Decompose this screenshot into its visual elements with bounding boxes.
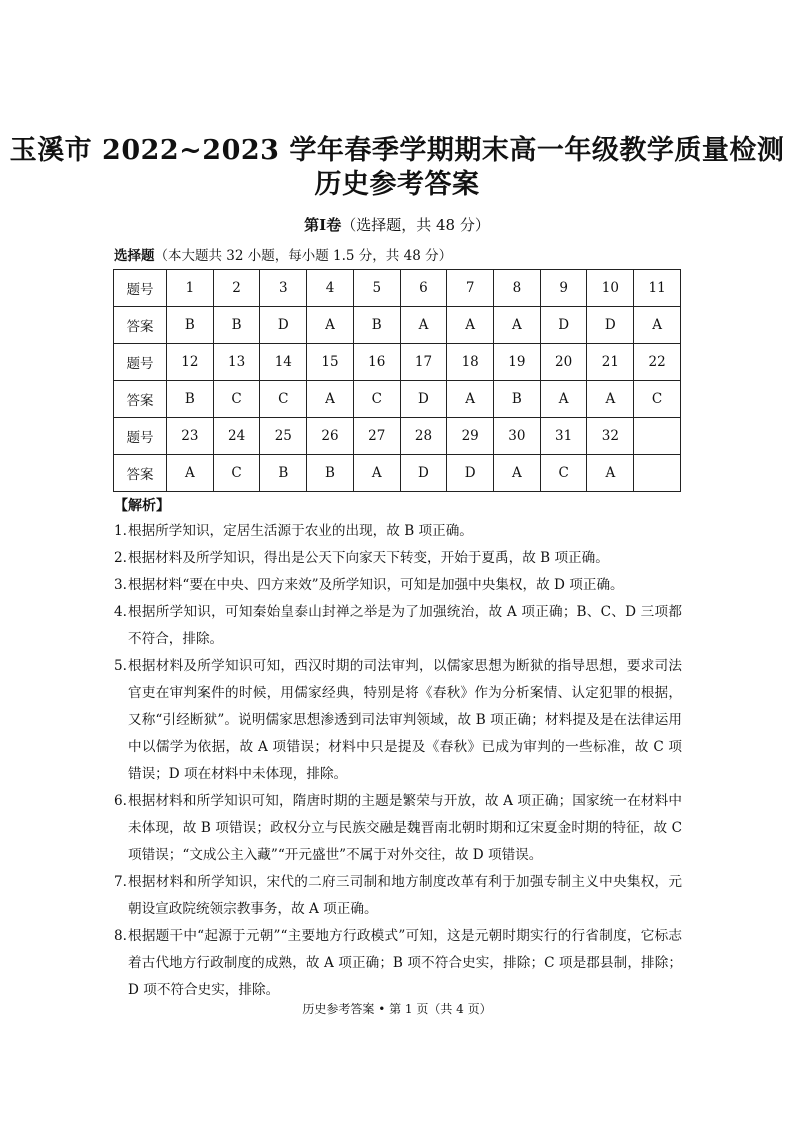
table-cell: C	[634, 381, 681, 418]
table-cell: C	[213, 381, 260, 418]
table-cell: 22	[634, 344, 681, 381]
table-cell: D	[447, 455, 494, 492]
row-label: 答案	[114, 455, 167, 492]
analysis-heading: 【解析】	[114, 498, 170, 514]
table-cell: A	[494, 455, 541, 492]
row-label: 题号	[114, 344, 167, 381]
table-cell: C	[540, 455, 587, 492]
item-text: 根据材料和所学知识，宋代的二府三司制和地方制度改革有利于加强专制主义中央集权，元朝设宣政院统领宗教事务，故 A 项正确。	[128, 874, 682, 917]
table-cell: A	[587, 381, 634, 418]
row-label: 答案	[114, 307, 167, 344]
table-cell: 17	[400, 344, 447, 381]
list-item	[114, 653, 682, 788]
analysis-list	[114, 518, 682, 1004]
volume-label: 第Ⅰ卷	[304, 216, 342, 234]
table-row	[114, 418, 681, 455]
table-cell: 13	[213, 344, 260, 381]
table-cell: C	[213, 455, 260, 492]
row-label: 答案	[114, 381, 167, 418]
table-cell: C	[353, 381, 400, 418]
item-number: 2.	[114, 550, 127, 566]
page-footer: 历史参考答案 • 第 1 页（共 4 页）	[302, 1002, 492, 1016]
table-cell: 9	[540, 270, 587, 307]
table-row	[114, 381, 681, 418]
table-cell: A	[447, 307, 494, 344]
table-cell: 19	[494, 344, 541, 381]
table-cell: 10	[587, 270, 634, 307]
table-cell: D	[400, 455, 447, 492]
table-cell: D	[587, 307, 634, 344]
table-cell: B	[213, 307, 260, 344]
question-type-label: 选择题	[114, 248, 155, 264]
volume-note: （选择题，共 48 分）	[341, 216, 490, 234]
item-text: 根据所学知识，可知秦始皇泰山封禅之举是为了加强统治，故 A 项正确；B、C、D 三项都不符合，排除。	[128, 604, 682, 647]
table-cell: 5	[353, 270, 400, 307]
table-cell: 18	[447, 344, 494, 381]
table-cell: 16	[353, 344, 400, 381]
item-number: 1.	[114, 523, 127, 539]
table-cell: 28	[400, 418, 447, 455]
table-cell: 1	[167, 270, 214, 307]
document-subtitle: 历史参考答案	[314, 169, 480, 200]
question-type-note: （本大题共 32 小题，每小题 1.5 分，共 48 分）	[154, 248, 453, 264]
table-cell	[634, 455, 681, 492]
item-text: 根据材料“要在中央、四方来效”及所学知识，可知是加强中央集权，故 D 项正确。	[128, 577, 624, 593]
row-label: 题号	[114, 418, 167, 455]
item-text: 根据题干中“起源于元朝”“主要地方行政模式”可知，这是元朝时期实行的行省制度，它标志着古代地方行政制度的成熟，故 A 项正确；B 项不符合史实，排除；C 项是郡县制，排除；D 项不符合史实，排除。	[128, 928, 682, 998]
table-cell: B	[167, 381, 214, 418]
table-cell: D	[540, 307, 587, 344]
document-title: 玉溪市 2022~2023 学年春季学期期末高一年级教学质量检测	[9, 135, 785, 166]
item-number: 8.	[114, 928, 127, 944]
table-cell: 15	[307, 344, 354, 381]
item-number: 6.	[114, 793, 127, 809]
list-item	[114, 518, 682, 545]
table-cell: 30	[494, 418, 541, 455]
table-row	[114, 270, 681, 307]
item-text: 根据所学知识，定居生活源于农业的出现，故 B 项正确。	[128, 523, 473, 539]
table-cell: A	[634, 307, 681, 344]
list-item	[114, 788, 682, 869]
table-cell	[634, 418, 681, 455]
table-cell: A	[400, 307, 447, 344]
table-cell: A	[587, 455, 634, 492]
table-cell: 29	[447, 418, 494, 455]
table-cell: A	[494, 307, 541, 344]
table-cell: 8	[494, 270, 541, 307]
table-cell: 21	[587, 344, 634, 381]
table-cell: A	[167, 455, 214, 492]
table-row	[114, 307, 681, 344]
item-text: 根据材料及所学知识，得出是公天下向家天下转变，开始于夏禹，故 B 项正确。	[128, 550, 609, 566]
table-row	[114, 455, 681, 492]
table-cell: B	[307, 455, 354, 492]
section-heading	[0, 214, 794, 235]
table-cell: A	[540, 381, 587, 418]
item-text: 根据材料和所学知识可知，隋唐时期的主题是繁荣与开放，故 A 项正确；国家统一在材料中未体现，故 B 项错误；政权分立与民族交融是魏晋南北朝时期和辽宋夏金时期的特征，故 C 项错误；“文成公主入藏”“开元盛世”不属于对外交往，故 D 项错误。	[128, 793, 682, 863]
table-cell: 23	[167, 418, 214, 455]
table-cell: A	[307, 381, 354, 418]
table-cell: 27	[353, 418, 400, 455]
question-type-intro	[114, 244, 452, 264]
list-item	[114, 572, 682, 599]
table-cell: A	[447, 381, 494, 418]
table-cell: B	[260, 455, 307, 492]
table-cell: C	[260, 381, 307, 418]
table-cell: 6	[400, 270, 447, 307]
table-cell: 31	[540, 418, 587, 455]
list-item	[114, 923, 682, 1004]
item-text: 根据材料及所学知识可知，西汉时期的司法审判，以儒家思想为断狱的指导思想，要求司法官吏在审判案件的时候，用儒家经典，特别是将《春秋》作为分析案情、认定犯罪的根据，又称“引经断狱”。说明儒家思想渗透到司法审判领域，故 B 项正确；材料提及是在法律运用中以儒学为依据，故 A 项错误；材料中只是提及《春秋》已成为审判的一些标准，故 C 项错误；D 项在材料中未体现，排除。	[128, 658, 682, 782]
table-cell: 20	[540, 344, 587, 381]
table-cell: D	[260, 307, 307, 344]
table-cell: 11	[634, 270, 681, 307]
item-number: 5.	[114, 658, 127, 674]
table-cell: 26	[307, 418, 354, 455]
item-number: 3.	[114, 577, 127, 593]
table-cell: 3	[260, 270, 307, 307]
table-row	[114, 344, 681, 381]
table-cell: 2	[213, 270, 260, 307]
table-cell: A	[307, 307, 354, 344]
item-number: 7.	[114, 874, 127, 890]
item-number: 4.	[114, 604, 127, 620]
table-cell: A	[353, 455, 400, 492]
table-cell: D	[400, 381, 447, 418]
table-cell: B	[353, 307, 400, 344]
table-cell: 12	[167, 344, 214, 381]
table-cell: 25	[260, 418, 307, 455]
table-cell: 14	[260, 344, 307, 381]
table-cell: 24	[213, 418, 260, 455]
table-cell: B	[167, 307, 214, 344]
table-cell: 32	[587, 418, 634, 455]
row-label: 题号	[114, 270, 167, 307]
list-item	[114, 599, 682, 653]
table-cell: 7	[447, 270, 494, 307]
answer-table	[113, 269, 681, 492]
table-cell: B	[494, 381, 541, 418]
list-item	[114, 869, 682, 923]
table-cell: 4	[307, 270, 354, 307]
list-item	[114, 545, 682, 572]
